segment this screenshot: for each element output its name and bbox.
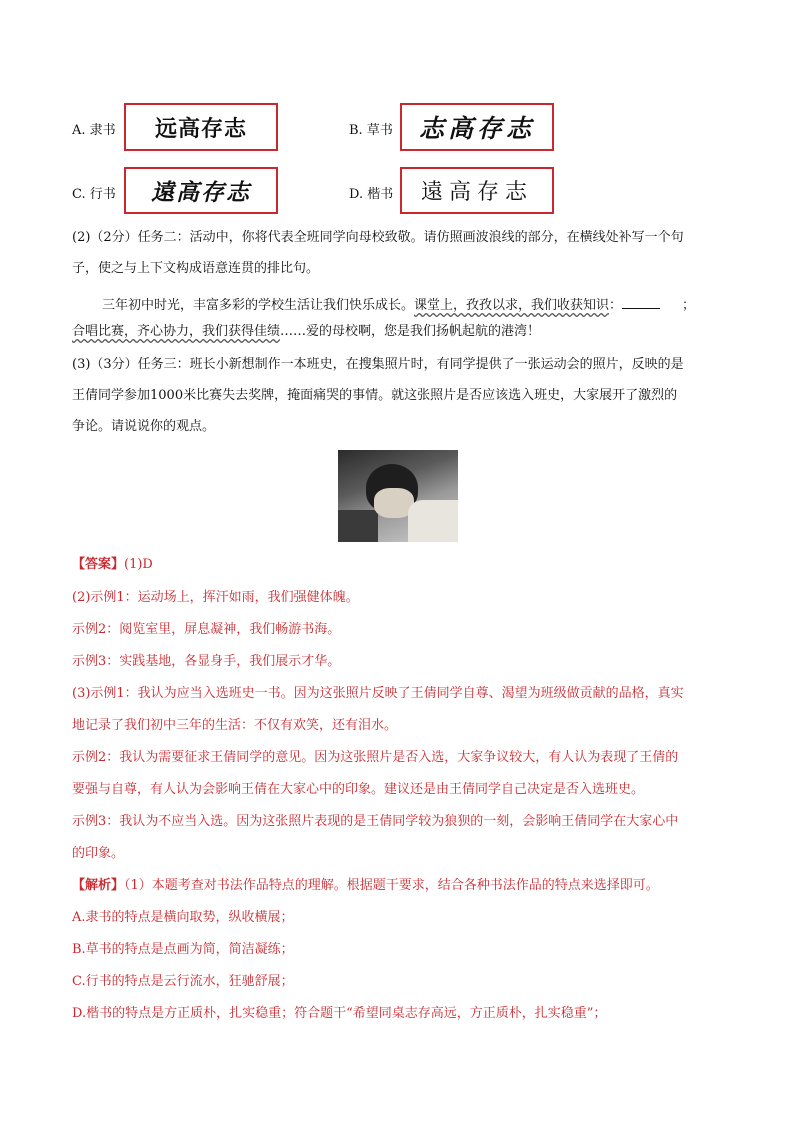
task2-line2: 子，使之与上下文构成语意连贯的排比句。 <box>72 261 320 276</box>
analysis-line: B.草书的特点是点画为简，简洁凝练； <box>72 942 294 957</box>
calligraphy-image-d <box>400 167 554 214</box>
answer-line: 示例3：我认为不应当入选。因为这张照片表现的是王倩同学较为狼狈的一刻，会影响王倩同学在大家心中 <box>72 814 679 829</box>
task2-line1: (2)（2分）任务二：活动中，你将代表全班同学向母校致敬。请仿照画波浪线的部分，在横线处补写一个句 <box>72 230 684 245</box>
answer-line: 示例2：我认为需要征求王倩同学的意见。因为这张照片是否入选，大家争议较大，有人认为表现了王倩的 <box>72 750 679 765</box>
wavy-example-1: 课堂上，孜孜以求，我们收获知识 <box>414 298 610 313</box>
option-b-label: B. 草书 <box>349 123 393 138</box>
answer-line: 示例2：阅览室里，屏息凝神，我们畅游书海。 <box>72 622 341 637</box>
calligraphy-image-b <box>400 103 554 151</box>
analysis-line: A.隶书的特点是横向取势，纵收横展； <box>72 910 294 925</box>
calligraphy-text-d: 遠高存志 <box>420 180 533 205</box>
option-a-label: A. 隶书 <box>72 123 116 138</box>
analysis-intro: （1）本题考查对书法作品特点的理解。根据题干要求，结合各种书法作品的特点来选择即可。 <box>124 878 659 893</box>
task3-line1: (3)（3分）任务三：班长小新想制作一本班史，在搜集照片时，有同学提供了一张运动会的照片，反映的是 <box>72 357 684 372</box>
fill-in-blank[interactable] <box>622 296 660 309</box>
answer-first-line <box>72 556 153 574</box>
analysis-tag: 【解析】 <box>72 878 125 893</box>
task2-colon: ： <box>609 298 623 313</box>
option-c-label: C. 行书 <box>72 187 116 202</box>
crying-student-photo <box>338 450 458 542</box>
analysis-line: C.行书的特点是云行流水，狂驰舒展； <box>72 974 294 989</box>
answer-part1: (1)D <box>124 557 153 572</box>
task2-closing: ……爱的母校啊，您是我们扬帆起航的港湾！ <box>280 324 541 339</box>
calligraphy-text-a: 远高存志 <box>154 115 247 142</box>
answer-line: (2)示例1：运动场上，挥汗如雨，我们强健体魄。 <box>72 590 359 605</box>
answer-line: (3)示例1：我认为应当入选班史一书。因为这张照片反映了王倩同学自尊、渴望为班级做贡献的品格，真实 <box>72 686 684 701</box>
analysis-first-line <box>72 877 659 895</box>
task3-line3: 争论。请说说你的观点。 <box>72 419 216 434</box>
answer-line: 的印象。 <box>72 846 125 861</box>
answer-line: 地记录了我们初中三年的生活：不仅有欢笑，还有泪水。 <box>72 718 398 733</box>
wavy-example-2: 合唱比赛，齐心协力，我们获得佳绩 <box>72 324 281 339</box>
task2-para-intro: 三年初中时光，丰富多彩的学校生活让我们快乐成长。 <box>102 298 415 313</box>
task2-paragraph-line2 <box>72 323 540 341</box>
task3-line2: 王倩同学参加1000米比赛失去奖牌，掩面痛哭的事情。就这张照片是否应该选入班史，大家展开了激烈的 <box>72 388 678 403</box>
calligraphy-text-c: 遠高存志 <box>151 179 251 206</box>
analysis-line: D.楷书的特点是方正质朴，扎实稳重；符合题干“希望同桌志存高远，方正质朴，扎实稳重”； <box>72 1006 607 1021</box>
option-d-label: D. 楷书 <box>349 187 394 202</box>
calligraphy-image-c <box>124 167 278 214</box>
answer-line: 示例3：实践基地，各显身手，我们展示才华。 <box>72 654 341 669</box>
answer-tag: 【答案】 <box>72 557 125 572</box>
calligraphy-image-a <box>124 103 278 151</box>
calligraphy-text-b: 志高存志 <box>418 114 535 143</box>
task2-semicolon: ； <box>682 298 696 313</box>
answer-line: 要强与自尊，有人认为会影响王倩在大家心中的印象。建议还是由王倩同学自己决定是否入选班史。 <box>72 782 645 797</box>
task2-paragraph-line1 <box>102 296 695 315</box>
